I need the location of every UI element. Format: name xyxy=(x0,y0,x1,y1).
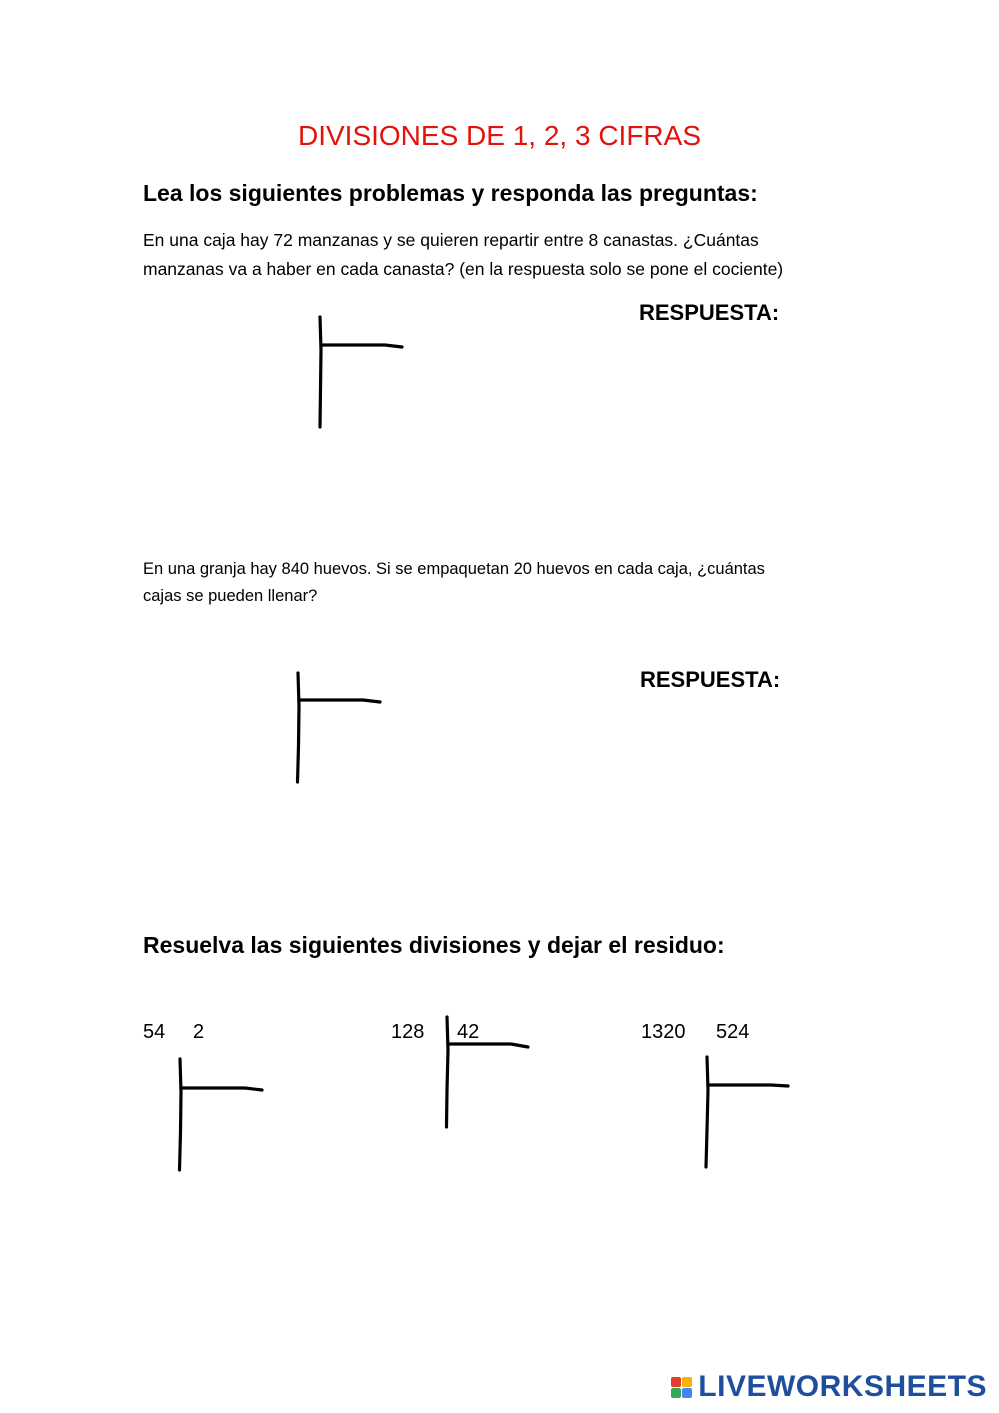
division-bracket-1 xyxy=(170,1052,270,1177)
division-bracket-problem-2 xyxy=(288,666,388,791)
problem-1-line-1: En una caja hay 72 manzanas y se quieren repartir entre 8 canastas. ¿Cuántas xyxy=(143,230,759,250)
problem-2-line-2: cajas se pueden llenar? xyxy=(143,587,318,605)
problem-2-answer-label: RESPUESTA: xyxy=(640,667,781,692)
division-3-divisor: 524 xyxy=(716,1021,750,1043)
page-title: DIVISIONES DE 1, 2, 3 CIFRAS xyxy=(297,120,701,151)
brand-name: LIVEWORKSHEETS xyxy=(698,1370,987,1403)
logo-square-green xyxy=(671,1388,681,1398)
division-bracket-3 xyxy=(696,1050,796,1175)
logo-square-red xyxy=(671,1377,681,1387)
problem-2-text xyxy=(143,556,765,610)
division-1-dividend: 54 xyxy=(143,1021,166,1043)
division-bracket-2 xyxy=(436,1010,536,1135)
division-3-dividend: 1320 xyxy=(641,1021,686,1043)
logo-square-yellow xyxy=(682,1377,692,1387)
logo-mark-icon xyxy=(671,1377,692,1398)
liveworksheets-logo xyxy=(671,1370,987,1404)
division-1-divisor: 2 xyxy=(193,1021,205,1043)
section-heading-divisions: Resuelva las siguientes divisiones y dejar el residuo: xyxy=(143,932,725,958)
division-2-divisor: 42 xyxy=(457,1021,480,1043)
problem-2-line-1: En una granja hay 840 huevos. Si se empaquetan 20 huevos en cada caja, ¿cuántas xyxy=(143,560,765,578)
division-bracket-problem-1 xyxy=(310,310,410,435)
logo-square-blue xyxy=(682,1388,692,1398)
problem-1-answer-label: RESPUESTA: xyxy=(639,300,780,325)
problem-1-text xyxy=(143,226,783,284)
division-2-dividend: 128 xyxy=(391,1021,425,1043)
problem-1-line-2: manzanas va a haber en cada canasta? (en la respuesta solo se pone el cociente) xyxy=(143,259,784,279)
section-heading-problems: Lea los siguientes problemas y responda las preguntas: xyxy=(143,180,758,206)
